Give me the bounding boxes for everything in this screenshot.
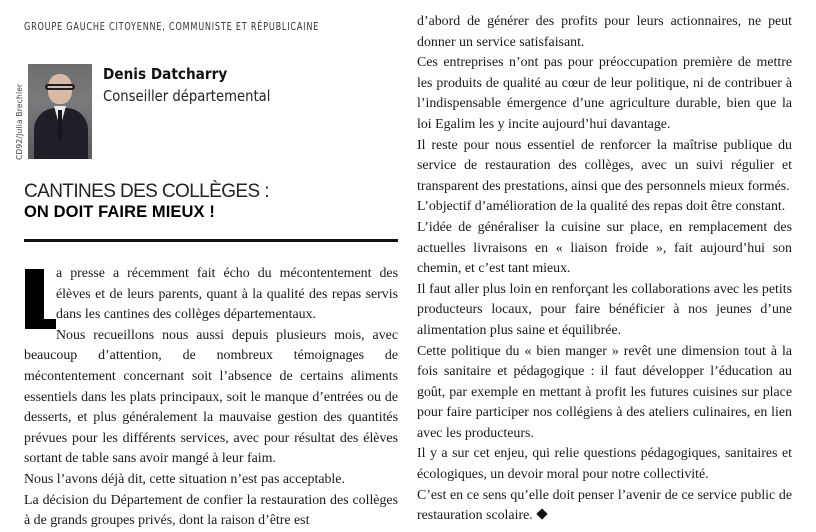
paragraph: Cette politique du « bien manger » revêt une dimension tout à la fois sanitaire et pédagogique : il faut développer l’éducation au goût, par exemple en mettant à profit les futures cuisines sur place pour faire participer nos collégiens à des ateliers culinaires, en lien avec les producteurs. [417, 343, 792, 441]
paragraph: Il y a sur cet enjeu, qui relie questions pédagogiques, sanitaires et écologiques, un devoir moral pour notre collectivité. [417, 446, 792, 483]
paragraph: Nous l’avons déjà dit, cette situation n’est pas acceptable. [24, 471, 345, 487]
paragraph: La décision du Département de confier la restauration des collèges à de grands groupes privés, dont la raison d’être est [24, 492, 398, 529]
diamond-end-icon [536, 509, 547, 520]
paragraph-last: C’est en ce sens qu’elle doit penser l’avenir de ce service public de restauration scolaire. [417, 487, 792, 524]
political-group-label: GROUPE GAUCHE CITOYENNE, COMMUNISTE ET RÉPUBLICAINE [24, 21, 320, 33]
title-divider [24, 239, 398, 242]
paragraph: Il reste pour nous essentiel de renforcer la maîtrise publique du service de restauration des collèges, avec un suivi régulier et transparent des prestations, ainsi que des personnels mieux formés. [417, 137, 792, 194]
paragraph: L’idée de généraliser la cuisine sur place, en remplacement des actuelles livraisons en « liaison froide », fait aujourd’hui son chemin, et c’est tant mieux. [417, 219, 792, 277]
paragraph: Il faut aller plus loin en renforçant les collaborations avec les petits producteurs locaux, pour faire bénéficier à nos jeunes d’une alimentation plus saine et équilibrée. [417, 281, 792, 338]
paragraph: a presse a récemment fait écho du mécontentement des élèves et de leurs parents, quant à la qualité des repas servis dans les cantines des collèges départementaux. [24, 264, 398, 326]
author-name: Denis Datcharry [103, 65, 228, 83]
article-column-left [24, 264, 398, 532]
article-title-line1: CANTINES DES COLLÈGES : [24, 181, 269, 202]
paragraph: Nous recueillons nous aussi depuis plusieurs mois, avec beaucoup d’attention, de nombreux témoignages de mécontentement concernant soit l’absence de certains aliments essentiels dans les plats principaux, soit le manque d’entrées ou de desserts, et plus généralement la mauvaise gestion des quantités prévues pour les différents services, avec pour résultat des élèves sortant de table sans avoir mangé à leur faim. [24, 327, 398, 467]
photo-credit: CD92/Julia Brechler [15, 83, 24, 160]
article-title-line2: ON DOIT FAIRE MIEUX ! [24, 203, 215, 221]
paragraph: d’abord de générer des profits pour leurs actionnaires, ne peut donner un service satisfaisant. [417, 14, 792, 50]
paragraph: L’objectif d’amélioration de la qualité des repas doit être constant. [417, 199, 786, 215]
author-role: Conseiller départemental [103, 87, 271, 105]
article-column-right [417, 12, 792, 527]
paragraph: Ces entreprises n’ont pas pour préoccupation première de mettre les produits de qualité au cœur de leur politique, ni de contribuer à l’indispensable émergence d’une agriculture durable, bien que la loi Egalim les y incite aujourd’hui davantage. [417, 55, 792, 132]
drop-cap-letter [25, 269, 44, 329]
author-photo [28, 64, 92, 159]
